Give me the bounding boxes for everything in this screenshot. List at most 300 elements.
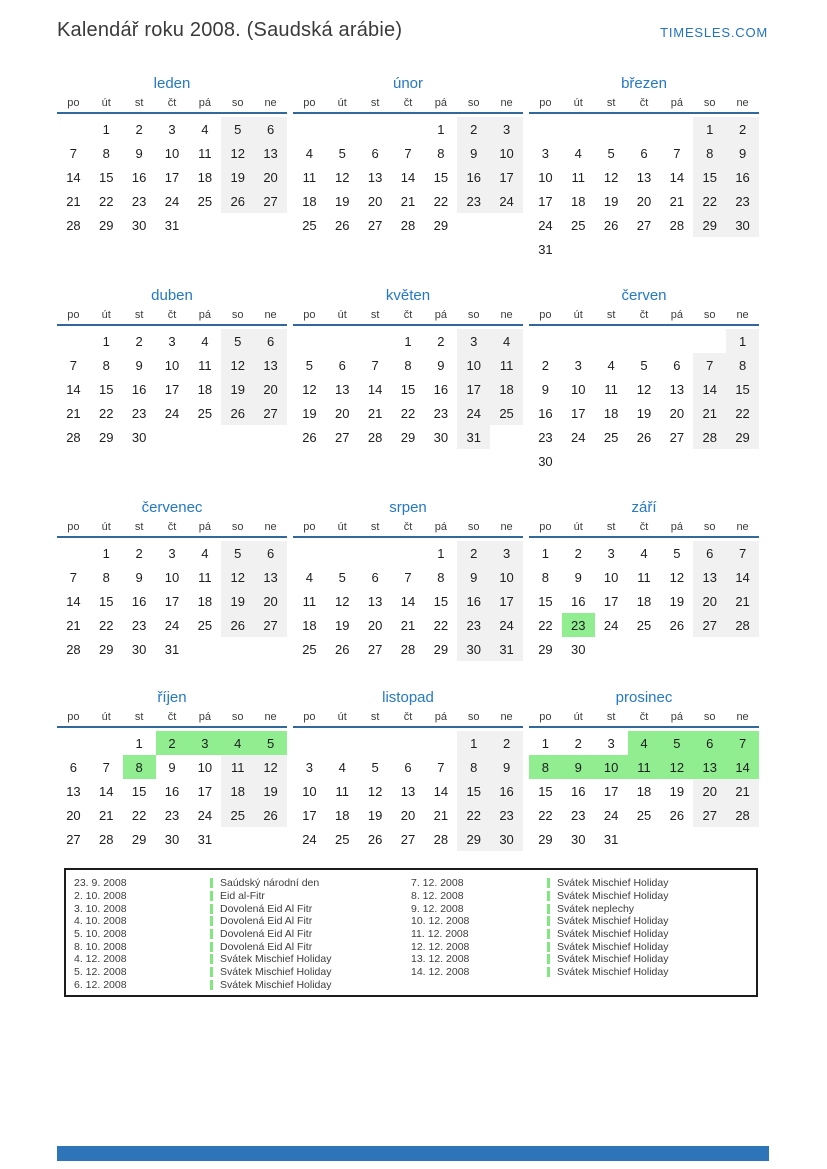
day-cell: 2	[574, 735, 582, 751]
day-cell: 23	[490, 803, 523, 827]
weekday-label: pá	[198, 521, 211, 533]
weekday-label: út	[573, 521, 583, 533]
day-cell: 7	[726, 731, 759, 755]
day-cell: 25	[335, 831, 350, 847]
day-cell: 28	[693, 425, 726, 449]
day-cell: 2	[457, 541, 490, 565]
weekday-label: ne	[500, 309, 513, 321]
day-cell: 25	[571, 217, 586, 233]
weekday-label: út	[101, 309, 111, 321]
month-days	[529, 541, 759, 661]
empty-day-cell	[57, 541, 90, 565]
empty-day-cell	[693, 329, 726, 353]
day-cell: 17	[164, 169, 180, 185]
day-cell: 19	[367, 807, 383, 823]
day-cell: 26	[221, 189, 254, 213]
day-cell: 16	[571, 783, 586, 799]
holiday-marker-icon	[547, 891, 550, 901]
month-title: prosinec	[615, 689, 673, 706]
day-cell: 29	[99, 429, 114, 445]
legend-date: 5. 12. 2008	[74, 966, 127, 979]
weekday-header-row	[57, 308, 287, 326]
day-cell: 15	[433, 169, 449, 185]
weekday-label: st	[134, 711, 144, 723]
month-title: červen	[621, 287, 667, 304]
day-cell: 31	[164, 217, 180, 233]
day-cell: 27	[335, 429, 350, 445]
weekday-label: so	[467, 309, 480, 321]
holiday-marker-icon	[210, 929, 213, 939]
day-cell: 19	[335, 617, 350, 633]
empty-day-cell	[156, 425, 189, 449]
empty-day-cell	[628, 449, 661, 473]
day-cell: 8	[726, 353, 759, 377]
holiday-marker-icon	[547, 942, 550, 952]
day-cell: 23	[131, 405, 147, 421]
day-cell: 29	[693, 213, 726, 237]
weekday-label: út	[101, 521, 111, 533]
weekday-label: po	[539, 309, 552, 321]
weekday-label: út	[337, 521, 347, 533]
weekday-label: čt	[639, 521, 649, 533]
day-cell: 3	[188, 731, 221, 755]
empty-day-cell	[57, 117, 90, 141]
day-cell: 24	[302, 831, 317, 847]
empty-day-cell	[726, 637, 759, 661]
empty-day-cell	[424, 731, 457, 755]
day-cell: 28	[726, 613, 759, 637]
day-cell: 15	[99, 381, 114, 397]
day-cell: 13	[400, 783, 416, 799]
day-cell: 24	[538, 217, 553, 233]
day-cell: 27	[367, 641, 383, 657]
day-cell: 24	[164, 617, 180, 633]
day-cell: 14	[367, 381, 383, 397]
day-cell: 27	[254, 189, 287, 213]
day-cell: 16	[131, 381, 147, 397]
day-cell: 26	[254, 803, 287, 827]
month-days	[57, 541, 287, 661]
day-cell: 18	[636, 783, 652, 799]
day-cell: 15	[131, 783, 147, 799]
day-cell: 27	[669, 429, 685, 445]
day-cell: 5	[673, 545, 681, 561]
legend-entry	[74, 979, 411, 992]
day-cell: 3	[490, 117, 523, 141]
day-cell: 22	[693, 189, 726, 213]
day-cell: 20	[693, 589, 726, 613]
day-cell: 23	[457, 613, 490, 637]
day-cell: 14	[669, 169, 685, 185]
empty-day-cell	[660, 449, 693, 473]
day-cell: 29	[433, 217, 449, 233]
day-cell: 24	[164, 405, 180, 421]
day-cell: 10	[457, 353, 490, 377]
day-cell: 3	[457, 329, 490, 353]
day-cell: 15	[693, 165, 726, 189]
weekday-label: čt	[639, 711, 649, 723]
month-title: září	[631, 499, 657, 516]
weekday-label: ne	[264, 309, 277, 321]
empty-day-cell	[90, 731, 123, 755]
day-cell: 13	[693, 755, 726, 779]
day-cell: 12	[221, 141, 254, 165]
weekday-label: čt	[639, 97, 649, 109]
day-cell: 12	[367, 783, 383, 799]
day-cell: 21	[433, 807, 449, 823]
day-cell: 25	[302, 217, 317, 233]
day-cell: 26	[603, 217, 619, 233]
legend-holiday-name: Svátek Mischief Holiday	[557, 966, 669, 979]
day-cell: 7	[102, 759, 110, 775]
day-cell: 3	[305, 759, 314, 775]
day-cell: 14	[400, 169, 416, 185]
day-cell: 31	[164, 641, 180, 657]
day-cell: 1	[102, 121, 110, 137]
day-cell: 6	[640, 145, 648, 161]
day-cell: 26	[335, 217, 350, 233]
weekday-label: st	[370, 711, 380, 723]
legend-date: 12. 12. 2008	[411, 940, 470, 953]
empty-day-cell	[693, 237, 726, 261]
empty-day-cell	[57, 731, 90, 755]
legend-holiday-name: Svátek Mischief Holiday	[220, 966, 332, 979]
day-cell: 28	[400, 217, 416, 233]
day-cell: 9	[562, 755, 595, 779]
day-cell: 18	[221, 779, 254, 803]
day-cell: 29	[99, 641, 114, 657]
holiday-marker-icon	[210, 878, 213, 888]
day-cell: 16	[457, 165, 490, 189]
holiday-marker-icon	[547, 954, 550, 964]
day-cell: 29	[400, 429, 416, 445]
day-cell: 12	[660, 755, 693, 779]
weekday-label: so	[467, 711, 480, 723]
legend-entry	[411, 915, 748, 928]
day-cell: 31	[538, 241, 553, 257]
day-cell: 11	[302, 169, 317, 185]
legend-holiday-name: Svátek Mischief Holiday	[557, 928, 669, 941]
month-days	[293, 541, 523, 661]
day-cell: 7	[693, 353, 726, 377]
legend-columns	[74, 877, 748, 991]
month-days	[293, 117, 523, 237]
day-cell: 6	[254, 117, 287, 141]
day-cell: 6	[673, 357, 681, 373]
month-title: říjen	[157, 689, 187, 706]
day-cell: 4	[338, 759, 346, 775]
month-days	[529, 329, 759, 473]
empty-day-cell	[392, 117, 425, 141]
day-cell: 11	[571, 169, 586, 185]
empty-day-cell	[660, 237, 693, 261]
weekday-label: ne	[264, 97, 277, 109]
legend-date: 10. 12. 2008	[411, 915, 470, 928]
day-cell: 8	[102, 569, 110, 585]
weekday-label: pá	[434, 521, 447, 533]
day-cell: 8	[123, 755, 156, 779]
weekday-label: čt	[167, 521, 177, 533]
legend-entry	[411, 966, 748, 979]
day-cell: 6	[693, 541, 726, 565]
day-cell: 23	[457, 189, 490, 213]
weekday-header-row	[293, 520, 523, 538]
legend-entry	[74, 966, 411, 979]
day-cell: 18	[302, 617, 317, 633]
weekday-label: st	[370, 309, 380, 321]
day-cell: 15	[99, 169, 114, 185]
weekday-header-row	[529, 308, 759, 326]
day-cell: 21	[66, 193, 81, 209]
legend-date: 23. 9. 2008	[74, 877, 127, 890]
empty-day-cell	[693, 637, 726, 661]
day-cell: 1	[541, 545, 550, 561]
day-cell: 17	[302, 807, 317, 823]
day-cell: 26	[302, 429, 317, 445]
day-cell: 5	[254, 731, 287, 755]
weekday-label: pá	[434, 711, 447, 723]
month-title: únor	[392, 75, 424, 92]
empty-day-cell	[293, 541, 326, 565]
day-cell: 22	[400, 405, 416, 421]
day-cell: 16	[490, 779, 523, 803]
day-cell: 3	[607, 735, 615, 751]
weekday-label: st	[606, 97, 616, 109]
day-cell: 2	[457, 117, 490, 141]
day-cell: 17	[490, 165, 523, 189]
day-cell: 13	[254, 353, 287, 377]
day-cell: 25	[636, 617, 652, 633]
day-cell: 28	[367, 429, 383, 445]
weekday-label: ne	[736, 309, 749, 321]
day-cell: 15	[400, 381, 416, 397]
weekday-label: pá	[434, 97, 447, 109]
day-cell: 4	[305, 145, 314, 161]
day-cell: 10	[302, 783, 317, 799]
day-cell: 25	[636, 807, 652, 823]
weekday-label: po	[539, 97, 552, 109]
month-calendar	[57, 284, 287, 449]
day-cell: 2	[156, 731, 189, 755]
weekday-label: ne	[736, 97, 749, 109]
day-cell: 23	[131, 617, 147, 633]
weekday-label: út	[573, 309, 583, 321]
legend-date: 6. 12. 2008	[74, 978, 127, 991]
day-cell: 11	[302, 593, 317, 609]
day-cell: 14	[66, 593, 81, 609]
day-cell: 12	[603, 169, 619, 185]
day-cell: 4	[201, 333, 209, 349]
day-cell: 9	[168, 759, 176, 775]
weekday-label: st	[134, 309, 144, 321]
weekday-header-row	[529, 96, 759, 114]
day-cell: 10	[490, 565, 523, 589]
day-cell: 8	[404, 357, 412, 373]
weekday-label: po	[303, 711, 316, 723]
day-cell: 19	[603, 193, 619, 209]
day-cell: 30	[164, 831, 180, 847]
day-cell: 30	[131, 429, 147, 445]
weekday-label: ne	[264, 711, 277, 723]
holiday-marker-icon	[547, 916, 550, 926]
legend-entry	[74, 953, 411, 966]
empty-day-cell	[359, 117, 392, 141]
month-calendar	[529, 72, 759, 261]
holiday-marker-icon	[210, 954, 213, 964]
holiday-marker-icon	[210, 967, 213, 977]
weekday-label: čt	[167, 309, 177, 321]
weekday-label: pá	[198, 309, 211, 321]
day-cell: 29	[726, 425, 759, 449]
day-cell: 11	[335, 783, 350, 799]
day-cell: 11	[628, 755, 661, 779]
day-cell: 23	[538, 429, 553, 445]
legend-entry	[411, 890, 748, 903]
day-cell: 30	[490, 827, 523, 851]
day-cell: 9	[135, 569, 143, 585]
day-cell: 1	[102, 545, 110, 561]
day-cell: 22	[99, 193, 114, 209]
weekday-label: čt	[403, 97, 413, 109]
month-calendar	[293, 72, 523, 237]
legend-date: 2. 10. 2008	[74, 890, 127, 903]
month-calendar	[293, 496, 523, 661]
day-cell: 6	[693, 731, 726, 755]
brand-link[interactable]: TIMESLES.COM	[660, 25, 768, 40]
day-cell: 16	[131, 169, 147, 185]
day-cell: 29	[433, 641, 449, 657]
day-cell: 5	[607, 145, 615, 161]
day-cell: 17	[571, 405, 586, 421]
day-cell: 20	[254, 165, 287, 189]
empty-day-cell	[628, 237, 661, 261]
weekday-label: ne	[500, 521, 513, 533]
empty-day-cell	[254, 425, 287, 449]
day-cell: 23	[164, 807, 180, 823]
weekday-label: so	[703, 521, 716, 533]
legend-column-left	[74, 877, 411, 991]
day-cell: 28	[66, 429, 81, 445]
day-cell: 23	[433, 405, 449, 421]
empty-day-cell	[457, 213, 490, 237]
holiday-marker-icon	[210, 904, 213, 914]
empty-day-cell	[562, 117, 595, 141]
legend-holiday-name: Svátek Mischief Holiday	[557, 915, 669, 928]
weekday-label: út	[573, 711, 583, 723]
day-cell: 5	[371, 759, 379, 775]
day-cell: 6	[254, 541, 287, 565]
legend-date: 14. 12. 2008	[411, 966, 470, 979]
day-cell: 28	[99, 831, 114, 847]
month-days	[57, 329, 287, 449]
day-cell: 1	[541, 735, 550, 751]
weekday-label: ne	[736, 711, 749, 723]
weekday-label: po	[67, 711, 80, 723]
day-cell: 15	[538, 783, 553, 799]
day-cell: 29	[131, 831, 147, 847]
day-cell: 11	[198, 569, 212, 585]
day-cell: 23	[562, 613, 595, 637]
weekday-header-row	[293, 308, 523, 326]
day-cell: 10	[595, 755, 628, 779]
legend-entry	[411, 953, 748, 966]
empty-day-cell	[628, 117, 661, 141]
month-title: květen	[385, 287, 431, 304]
weekday-label: po	[67, 97, 80, 109]
day-cell: 13	[254, 141, 287, 165]
weekday-label: so	[231, 711, 244, 723]
empty-day-cell	[595, 237, 628, 261]
day-cell: 7	[437, 759, 445, 775]
day-cell: 4	[490, 329, 523, 353]
day-cell: 5	[660, 731, 693, 755]
month-days	[57, 731, 287, 851]
weekday-label: čt	[639, 309, 649, 321]
day-cell: 21	[400, 193, 416, 209]
weekday-label: po	[303, 309, 316, 321]
day-cell: 12	[636, 381, 652, 397]
empty-day-cell	[254, 637, 287, 661]
day-cell: 12	[221, 353, 254, 377]
day-cell: 19	[254, 779, 287, 803]
day-cell: 7	[404, 145, 412, 161]
day-cell: 18	[636, 593, 652, 609]
weekday-label: po	[67, 309, 80, 321]
day-cell: 26	[221, 401, 254, 425]
day-cell: 17	[490, 589, 523, 613]
empty-day-cell	[693, 827, 726, 851]
month-title: leden	[153, 75, 191, 92]
day-cell: 3	[168, 333, 176, 349]
weekday-label: pá	[434, 309, 447, 321]
empty-day-cell	[726, 237, 759, 261]
day-cell: 1	[457, 731, 490, 755]
day-cell: 10	[164, 145, 180, 161]
empty-day-cell	[490, 213, 523, 237]
weekday-header-row	[57, 520, 287, 538]
legend-date: 13. 12. 2008	[411, 953, 470, 966]
day-cell: 16	[571, 593, 586, 609]
day-cell: 19	[221, 589, 254, 613]
day-cell: 8	[102, 145, 110, 161]
day-cell: 29	[457, 827, 490, 851]
day-cell: 1	[404, 333, 412, 349]
empty-day-cell	[359, 329, 392, 353]
day-cell: 25	[197, 193, 213, 209]
month-calendar	[529, 496, 759, 661]
day-cell: 10	[197, 759, 213, 775]
day-cell: 26	[669, 617, 685, 633]
day-cell: 6	[254, 329, 287, 353]
day-cell: 11	[637, 569, 651, 585]
day-cell: 14	[99, 783, 114, 799]
day-cell: 25	[603, 429, 619, 445]
day-cell: 21	[367, 405, 383, 421]
holiday-marker-icon	[210, 942, 213, 952]
legend-date: 5. 10. 2008	[74, 928, 127, 941]
holiday-marker-icon	[547, 929, 550, 939]
day-cell: 20	[636, 193, 652, 209]
legend-entry	[411, 877, 748, 890]
empty-day-cell	[562, 329, 595, 353]
day-cell: 13	[66, 783, 81, 799]
day-cell: 28	[726, 803, 759, 827]
empty-day-cell	[293, 117, 326, 141]
day-cell: 18	[197, 169, 213, 185]
holiday-marker-icon	[547, 904, 550, 914]
day-cell: 15	[457, 779, 490, 803]
weekday-label: út	[573, 97, 583, 109]
